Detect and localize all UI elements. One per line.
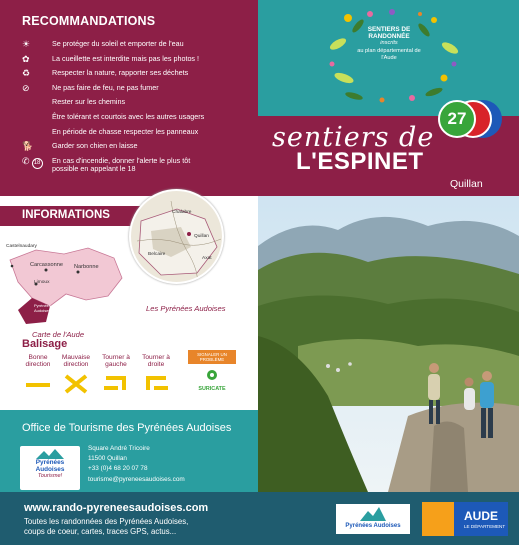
trail-number — [438, 100, 502, 140]
balisage-label: Bonne direction — [25, 354, 51, 369]
map-label: Castelnaudary — [6, 244, 37, 249]
list-item: ⊘ Ne pas faire de feu, ne pas fumer — [22, 82, 159, 93]
place-name: Quillan — [450, 178, 483, 190]
website-link[interactable]: www.rando-pyreneesaudoises.com — [24, 502, 209, 514]
map-label: Axat — [202, 256, 212, 261]
balisage-label: Tourner à gauche — [102, 354, 130, 369]
pyrenees-map — [129, 189, 224, 284]
office-title: Office de Tourisme des Pyrénées Audoises — [22, 422, 232, 434]
sentiers-badge: SENTIERS DE RANDONNÉE inscrits au plan départemental de l'Aude — [357, 26, 421, 61]
trash-icon: ♻ — [22, 68, 31, 79]
map-label: Limoux — [34, 280, 50, 285]
informations-panel — [0, 196, 258, 410]
recommandations-title: RECOMMANDATIONS — [22, 14, 156, 28]
list-item: ♻ Respecter la nature, rapporter ses déchets — [22, 68, 189, 79]
map-label: Narbonne — [74, 264, 99, 270]
pyrenees-audoises-logo: Pyrénées Audoises Tourisme! — [20, 446, 80, 490]
footer-description: Toutes les randonnées des Pyrénées Audoises, coups de coeur, cartes, traces GPS, actus... — [24, 517, 189, 537]
good-direction-mark — [24, 374, 52, 394]
pyrenees-audoises-footer-logo: Pyrénées Audoises — [336, 504, 410, 534]
list-item: Être tolérant et courtois avec les autres usagers — [52, 111, 205, 121]
dog-leash-icon: 🐕 — [22, 141, 34, 152]
map-label: Belcaire — [148, 252, 166, 257]
turn-left-mark — [102, 374, 130, 394]
flower-icon: ✿ — [22, 53, 30, 64]
pin-icon — [204, 368, 220, 384]
balisage-label: Tourner à droite — [142, 354, 170, 369]
phone-18-icon: ✆ 18 — [22, 157, 52, 169]
list-item: Rester sur les chemins — [52, 97, 126, 107]
mountain-icon — [360, 507, 386, 521]
aude-logo: AUDE LE DÉPARTEMENT — [422, 502, 508, 536]
office-panel — [0, 410, 258, 492]
office-address: Square André Tricoire 11500 Quillan +33 (0)4 68 20 07 78 tourisme@pyreneesaudoises.com — [88, 444, 185, 485]
page-title: L'ESPINET — [296, 148, 424, 175]
sun-water-icon: ☀ — [22, 39, 31, 49]
list-item: 🐕 Garder son chien en laisse — [22, 141, 138, 152]
map-label: Chalabre — [172, 210, 192, 215]
recommandations-panel — [0, 0, 258, 196]
list-item: En période de chasse respecter les panneaux — [52, 126, 199, 136]
script-title: sentiers de — [272, 122, 435, 153]
map-label: Carcassonne — [30, 262, 63, 268]
balisage-label: Mauvaise direction — [61, 354, 91, 369]
footer — [0, 492, 519, 545]
mountain-icon — [36, 449, 64, 459]
title-block — [258, 0, 519, 196]
phone-number[interactable]: +33 (0)4 68 20 07 78 — [88, 465, 148, 473]
suricate-logo[interactable]: SIGNALER UN PROBLÈME SURICATE — [184, 350, 240, 396]
list-item: ✿ La cueillette est interdite mais pas les photos ! — [22, 53, 200, 64]
no-fire-icon: ⊘ — [22, 82, 30, 93]
email-link[interactable]: tourisme@pyreneesaudoises.com — [88, 475, 185, 483]
map-label: Pyrénées Audoises — [34, 303, 51, 313]
trail-number-badge: 27 — [438, 100, 476, 138]
recommandations-list — [22, 40, 258, 174]
wrong-direction-mark — [62, 374, 90, 394]
list-item: ☀ Se protéger du soleil et emporter de l'eau — [22, 39, 184, 49]
map-caption: Carte de l'Aude — [32, 330, 85, 339]
aude-map — [6, 236, 126, 328]
turn-right-mark — [142, 374, 170, 394]
map-label: Quillan — [194, 234, 209, 239]
informations-title: INFORMATIONS — [0, 206, 160, 226]
list-item: ✆ 18 En cas d'incendie, donner l'alerte le plus tôt possible en appelant le 18 — [22, 155, 191, 174]
map-caption: Les Pyrénées Audoises — [146, 304, 226, 313]
balisage-title: Balisage — [22, 338, 68, 350]
landscape-photo — [258, 196, 519, 492]
